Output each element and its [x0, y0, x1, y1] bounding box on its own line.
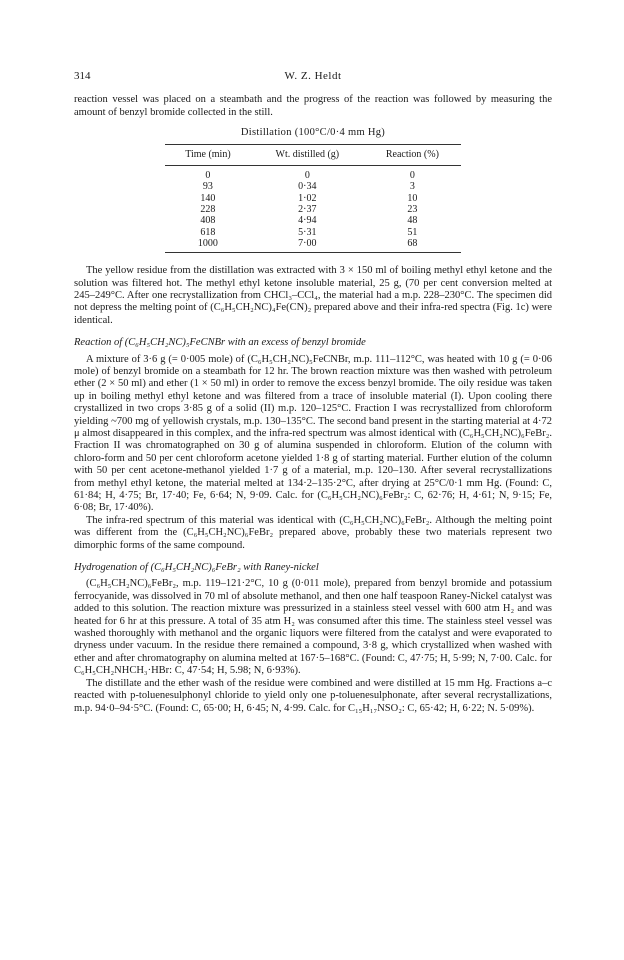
table-caption: Distillation (100°C/0·4 mm Hg)	[240, 127, 386, 139]
table-cell: 228	[200, 203, 216, 215]
table-cell: 4·94	[298, 215, 317, 227]
paragraph-hydrogenation-procedure: (C₆H₅CH₂NC)₆FeBr₂, m.p. 119–121·2°C, 10 g (0·011 mole), prepared from benzyl bromide and potassium ferrocyanide, was dissolved in 70 ml of absolute methanol, and then one half teaspoon Raney-Nickel catalyst was added to this solution. The reaction mixture was pressurized in a stainless steel vessel with 600 atm H₂ and was heated for 6 hr at this pressure. A total of 35 atm H₂ was consumed after this time. The stainless steel vessel was washed thoroughly with methanol and the organic liquors were filtered from the catalyst and were evaporated to dryness under vacuum. In the residue there remained a compound, 3·8 g, which crystallized when washed with ether and after chromatography on alumina melted at 167·5–168°C. (Found: C, 47·75; H, 5·99; N, 7·00. Calc. for C₆H₅CH₂NHCH₃·HBr: C, 47·54; H, 5.98; N, 6·93%).	[74, 578, 552, 677]
table-cell: 10	[407, 192, 418, 204]
column-header-time: Time (min)	[165, 144, 251, 165]
table-cell: 3	[409, 181, 415, 193]
table-cell: 48	[407, 215, 418, 227]
paragraph-infrared-comparison: The infra-red spectrum of this material was identical with (C₆H₅CH₂NC)₆FeBr₂. Although the melting point was different from the (C₆H₅CH₂NC)₆FeBr₂ prepared above, probably these two materials represent two dimorphic forms of the same compound.	[74, 514, 552, 551]
table-cell: 23	[407, 203, 418, 215]
table-cell: 7·00	[298, 237, 317, 249]
table-cell: 51	[407, 226, 418, 238]
table-cell: 1000	[197, 237, 218, 249]
running-author: W. Z. Heldt	[284, 70, 342, 82]
intro-paragraph: reaction vessel was placed on a steambath and the progress of the reaction was followed by measuring the amount of benzyl bromide collected in the still.	[74, 94, 552, 118]
table-row	[165, 193, 461, 204]
paragraph-distillate: The distillate and the ether wash of the residue were combined and were distilled at 15 mm Hg. Fractions a–c reacted with p-toluenesulphonyl chloride to yield only one p-toluenesulphonate, after several recrystallizations, m.p. 94·0–94·5°C. (Found: C, 65·00; H, 6·45; N, 4·99. Calc. for C₁₅H₁₇NSO₂: C, 65·42; H, 6·22; N. 5·09%).	[74, 677, 552, 714]
table-row	[165, 227, 461, 238]
table-cell: 1·02	[298, 192, 317, 204]
table-row	[165, 238, 461, 253]
table-cell: 0	[304, 170, 310, 182]
table-row	[165, 166, 461, 182]
table-cell: 5·31	[298, 226, 317, 238]
page-number: 314	[74, 70, 91, 82]
table-cell: 0	[205, 170, 211, 182]
running-header	[74, 70, 552, 82]
table-cell: 93	[202, 181, 213, 193]
page	[74, 70, 552, 715]
section-heading-hydrogenation: Hydrogenation of (C₆H₅CH₂NC)₆FeBr₂ with Raney-nickel	[74, 562, 319, 574]
table-cell: 408	[200, 215, 216, 227]
table-cell: 68	[407, 237, 418, 249]
column-header-reaction: Reaction (%)	[364, 144, 461, 165]
table-header-row	[165, 144, 461, 165]
table-row	[165, 181, 461, 192]
table-cell: 0	[409, 170, 415, 182]
table-cell: 0·34	[298, 181, 317, 193]
table-cell: 2·37	[298, 203, 317, 215]
paragraph-residue-extraction: The yellow residue from the distillation was extracted with 3 × 150 ml of boiling methyl ethyl ketone and the solution was filtered hot. The methyl ethyl ketone insoluble material, 25 g, (70 per cent conversion melted at 245–249°C. After one recrystallization from CHCl₃–CCl₄, the material had a m.p. 228–230°C. The specimen did not depress the melting point of (C₆H₅CH₂NC)₄Fe(CN)₂ prepared above and their infra-red spectra (Fig. 1c) were identical.	[74, 265, 552, 326]
column-header-weight: Wt. distilled (g)	[251, 144, 364, 165]
section-heading-reaction: Reaction of (C₆H₅CH₂NC)₅FeCNBr with an excess of benzyl bromide	[74, 337, 366, 349]
table-cell: 618	[200, 226, 216, 238]
table-row	[165, 215, 461, 226]
spacer	[74, 253, 552, 265]
table-cell: 140	[200, 192, 216, 204]
paragraph-reaction-procedure: A mixture of 3·6 g (= 0·005 mole) of (C₆H₅CH₂NC)₅FeCNBr, m.p. 111–112°C, was heated with 10 g (= 0·06 mole) of benzyl bromide on a steambath for 12 hr. The brown reaction mixture was then washed with petroleum ether (2 × 50 ml) and ether (1 × 50 ml) in order to remove the excess benzyl bromide. The oily residue was taken up in boiling methyl ethyl ketone and was filtered from a trace of insoluble material (I). Upon cooling there crystallized in two crops 3·85 g of a solid (II) m.p. 120–125°C. Fraction I was recrystallized from chloroform yielding ~700 mg of yellowish crystals, m.p. 130–135°C. The second band present in the starting material at 4·72 μ almost disappeared in this complex, and the infra-red spectrum was almost identical with (C₆H₅CH₂NC)₆FeBr₂. Fraction II was chromatographed on 30 g of alumina suspended in chloroform. Elution of the column with chloro-form and 50 per cent chloroform acetone yielded 1·8 g of starting material. Further elution of the column with 50 per cent acetone-methanol yielded 1·7 g of a material, m.p. 120–130. After several recrystallizations from methyl ethyl ketone, the material melted at 134·2–135·2°C, after drying at 25°C/0·1 mm Hg. (Found: C, 61·84; H, 4·75; Br, 17·40; Fe, 6·64; N, 9·09. Calc. for (C₆H₅CH₂NC)₆FeBr₂: C, 62·76; H, 4·61; N, 9·15; Fe, 6·08; Br, 17·40%).	[74, 353, 552, 514]
table-row	[165, 204, 461, 215]
distillation-table	[165, 144, 461, 253]
